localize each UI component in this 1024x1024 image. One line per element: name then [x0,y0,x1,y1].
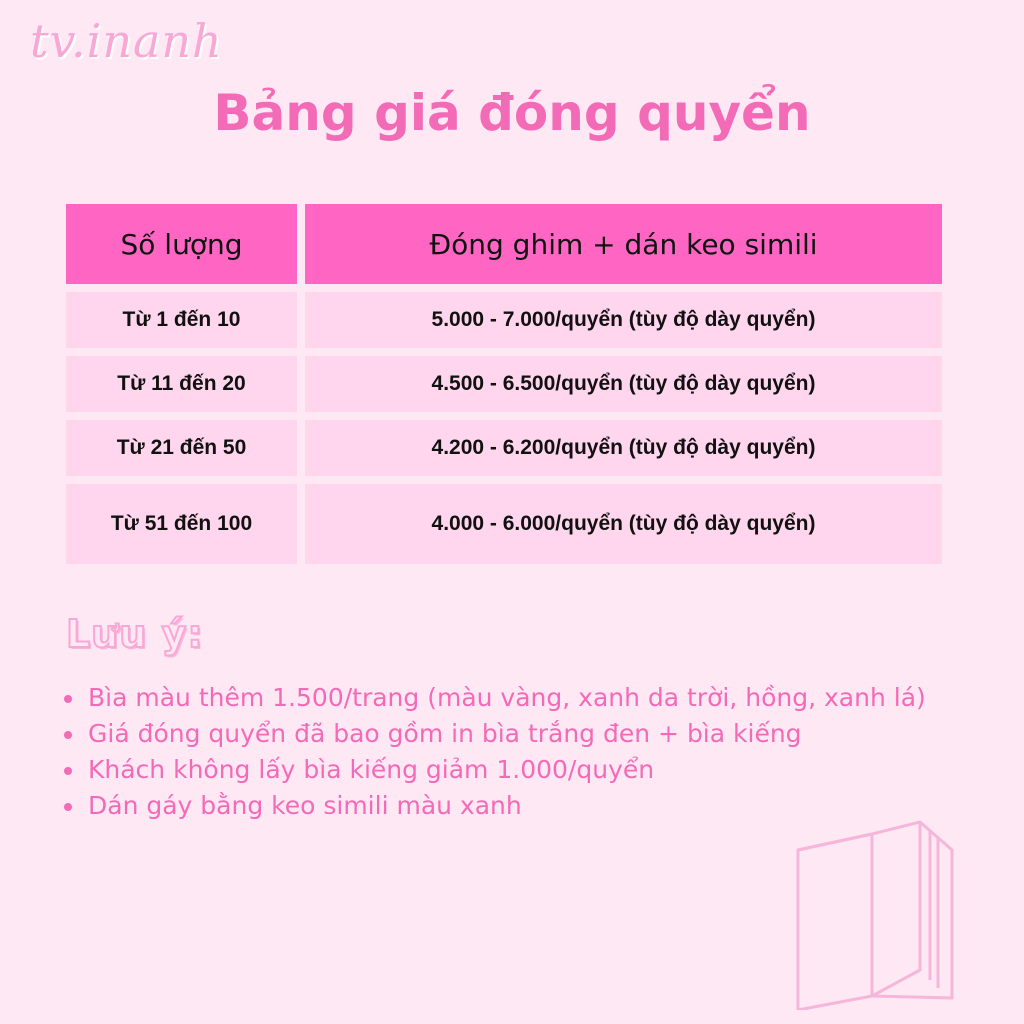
table-header-row [66,204,942,284]
table-row [66,292,942,348]
list-item: • Bìa màu thêm 1.500/trang (màu vàng, xanh da trời, hồng, xanh lá) [86,680,1024,716]
header-binding-type: Đóng ghim + dán keo simili [305,204,942,284]
table-row [66,484,942,564]
brand-logo: tv.inanh [30,14,223,68]
cell-price: 4.000 - 6.000/quyển (tùy độ dày quyển) [305,484,942,564]
cell-quantity: Từ 21 đến 50 [66,420,297,476]
table-row [66,420,942,476]
cell-quantity: Từ 11 đến 20 [66,356,297,412]
cell-price: 5.000 - 7.000/quyển (tùy độ dày quyển) [305,292,942,348]
cell-quantity: Từ 1 đến 10 [66,292,297,348]
notes-list [56,680,1024,824]
price-table [58,196,950,572]
page-title: Bảng giá đóng quyển [213,84,811,142]
header-quantity: Số lượng [66,204,297,284]
book-icon [792,810,962,1010]
cell-price: 4.500 - 6.500/quyển (tùy độ dày quyển) [305,356,942,412]
cell-price: 4.200 - 6.200/quyển (tùy độ dày quyển) [305,420,942,476]
list-item: • Khách không lấy bìa kiếng giảm 1.000/quyển [86,752,1024,788]
cell-quantity: Từ 51 đến 100 [66,484,297,564]
notes-heading: Lưu ý: [66,612,204,656]
list-item: • Dán gáy bằng keo simili màu xanh [86,788,1024,824]
list-item: • Giá đóng quyển đã bao gồm in bìa trắng đen + bìa kiếng [86,716,1024,752]
table-row [66,356,942,412]
